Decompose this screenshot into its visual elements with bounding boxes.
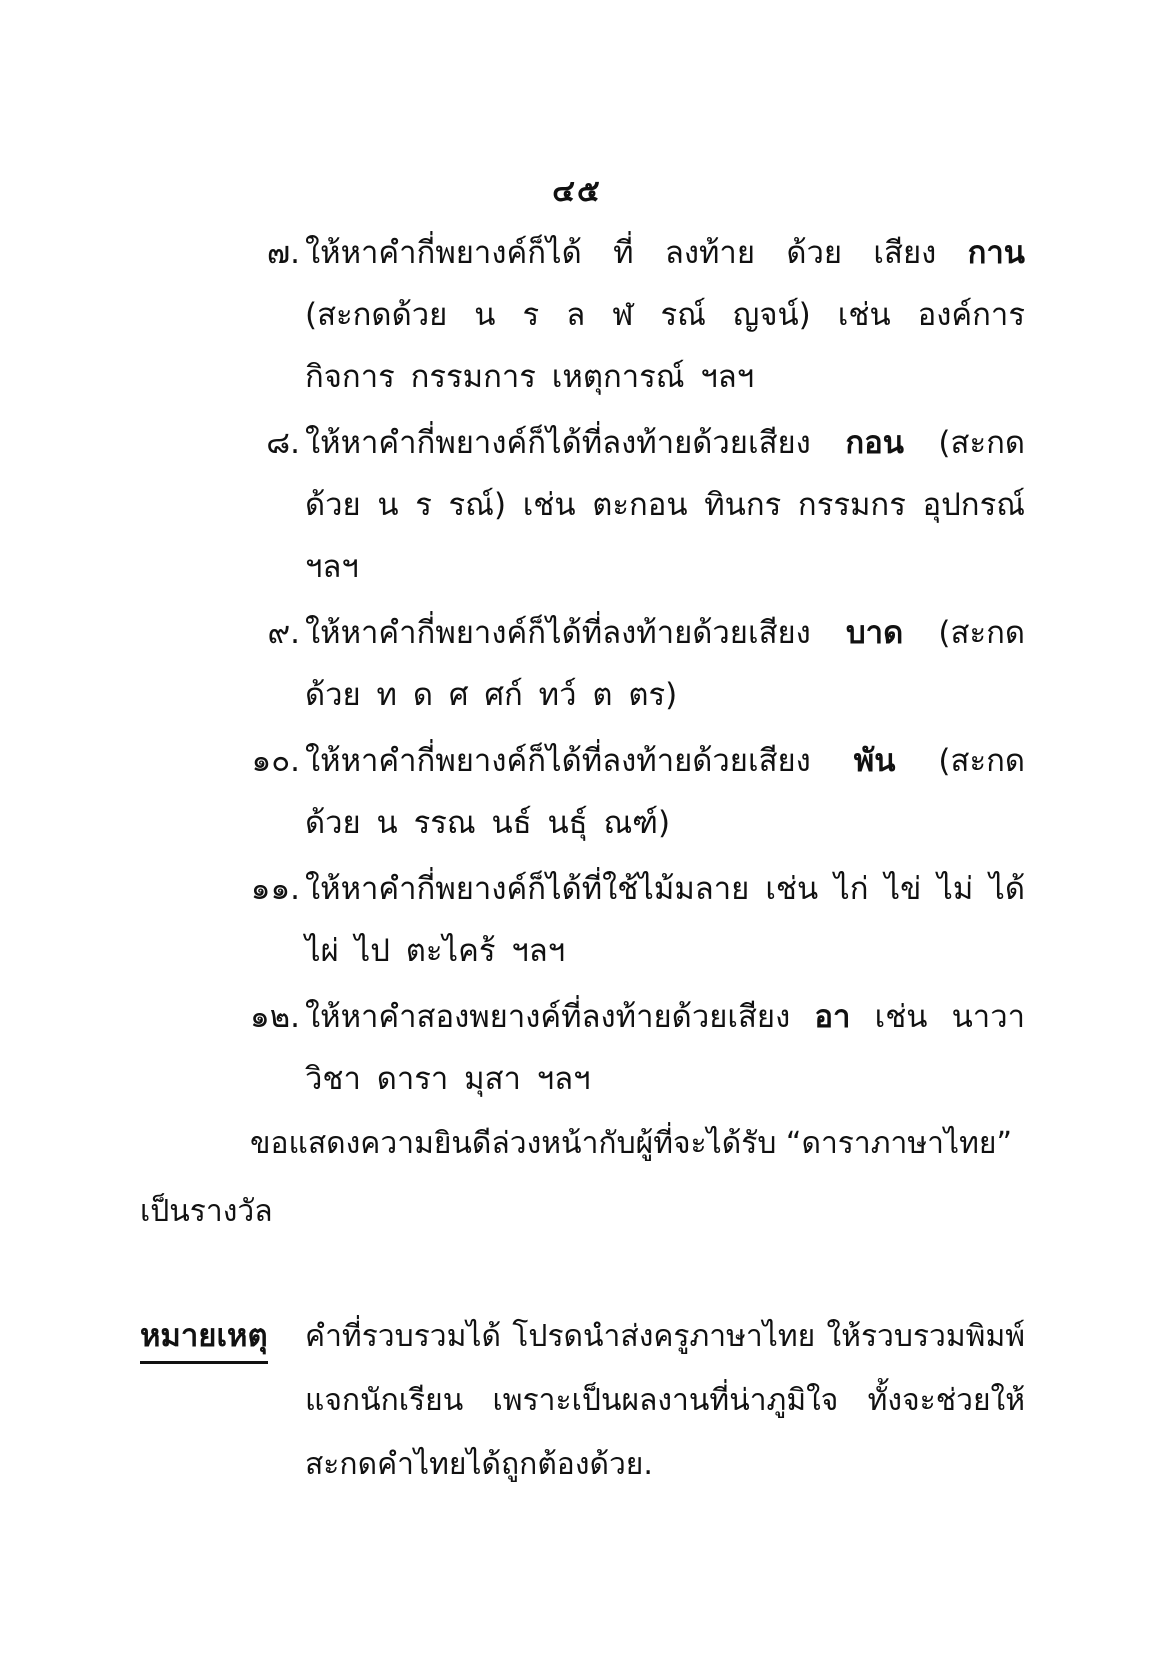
exercise-list — [0, 222, 1154, 1114]
item-text-post: เช่น นาวา วิชา ดารา มุสา ฯลฯ — [305, 999, 1026, 1097]
item-text-post: (สะกดด้วย น ร ล ฬ รณ์ ญจน์) เช่น องค์การ กิจการ กรรมการ เหตุการณ์ ฯลฯ — [305, 297, 1025, 395]
note-label: หมายเหตุ — [140, 1305, 268, 1364]
item-text — [305, 730, 1025, 854]
exercise-item — [0, 602, 1154, 726]
exercise-item — [0, 730, 1154, 854]
item-text-pre: ให้หาคำกี่พยางค์ก็ได้ ที่ ลงท้าย ด้วย เสียง — [305, 235, 968, 271]
note-section — [140, 1305, 1025, 1497]
item-number: ๙. — [267, 615, 300, 651]
item-text — [305, 602, 1025, 726]
exercise-item — [0, 412, 1154, 598]
exercise-item — [0, 986, 1154, 1110]
closing-paragraph: ขอแสดงความยินดีล่วงหน้ากับผู้ที่จะได้รับ “ดาราภาษาไทย” เป็นรางวัล — [140, 1126, 1012, 1229]
item-number: ๑๒. — [250, 999, 300, 1035]
target-sound: บาด — [846, 615, 904, 651]
item-text-pre: ให้หาคำกี่พยางค์ก็ได้ที่ลงท้ายด้วยเสียง — [305, 615, 846, 651]
item-text-pre: ให้หาคำสองพยางค์ที่ลงท้ายด้วยเสียง — [305, 999, 815, 1035]
item-text-pre: ให้หาคำกี่พยางค์ก็ได้ที่ลงท้ายด้วยเสียง — [305, 425, 846, 461]
target-sound: กาน — [967, 235, 1025, 271]
item-number: ๑๐. — [251, 743, 300, 779]
item-text-pre: ให้หาคำกี่พยางค์ก็ได้ที่ใช้ไม้มลาย เช่น ไก่ ไข่ ไม่ ได้ ไผ่ ไป ตะไคร้ ฯลฯ — [305, 871, 1025, 969]
item-text-post: (สะกดด้วย น ร รณ์) เช่น ตะกอน ทินกร กรรมกร อุปกรณ์ ฯลฯ — [305, 425, 1025, 585]
target-sound: กอน — [845, 425, 904, 461]
page-number: ๔๕ — [552, 174, 602, 209]
note-text: คำที่รวบรวมได้ โปรดนำส่งครูภาษาไทย ให้รวบรวมพิมพ์แจกนักเรียน เพราะเป็นผลงานที่น่าภูมิใจ ทั้งจะช่วยให้สะกดคำไทยได้ถูกต้องด้วย. — [305, 1319, 1025, 1482]
exercise-item — [0, 858, 1154, 982]
item-text-post: (สะกดด้วย ท ด ศ ศก์ ทว์ ต ตร) — [305, 615, 1025, 713]
exercise-item — [0, 222, 1154, 408]
item-number: ๘. — [266, 425, 300, 461]
item-text — [305, 412, 1025, 598]
item-text — [305, 986, 1025, 1110]
item-number: ๗. — [266, 235, 300, 271]
item-text-post: (สะกดด้วย น รรณ นธ์ นธุ์ ณฑ์) — [305, 743, 1025, 841]
item-text — [305, 222, 1025, 408]
item-number: ๑๑. — [250, 871, 300, 907]
target-sound: พัน — [853, 743, 896, 779]
item-text-pre: ให้หาคำกี่พยางค์ก็ได้ที่ลงท้ายด้วยเสียง — [305, 743, 854, 779]
target-sound: อา — [814, 999, 851, 1035]
item-text — [305, 858, 1025, 982]
